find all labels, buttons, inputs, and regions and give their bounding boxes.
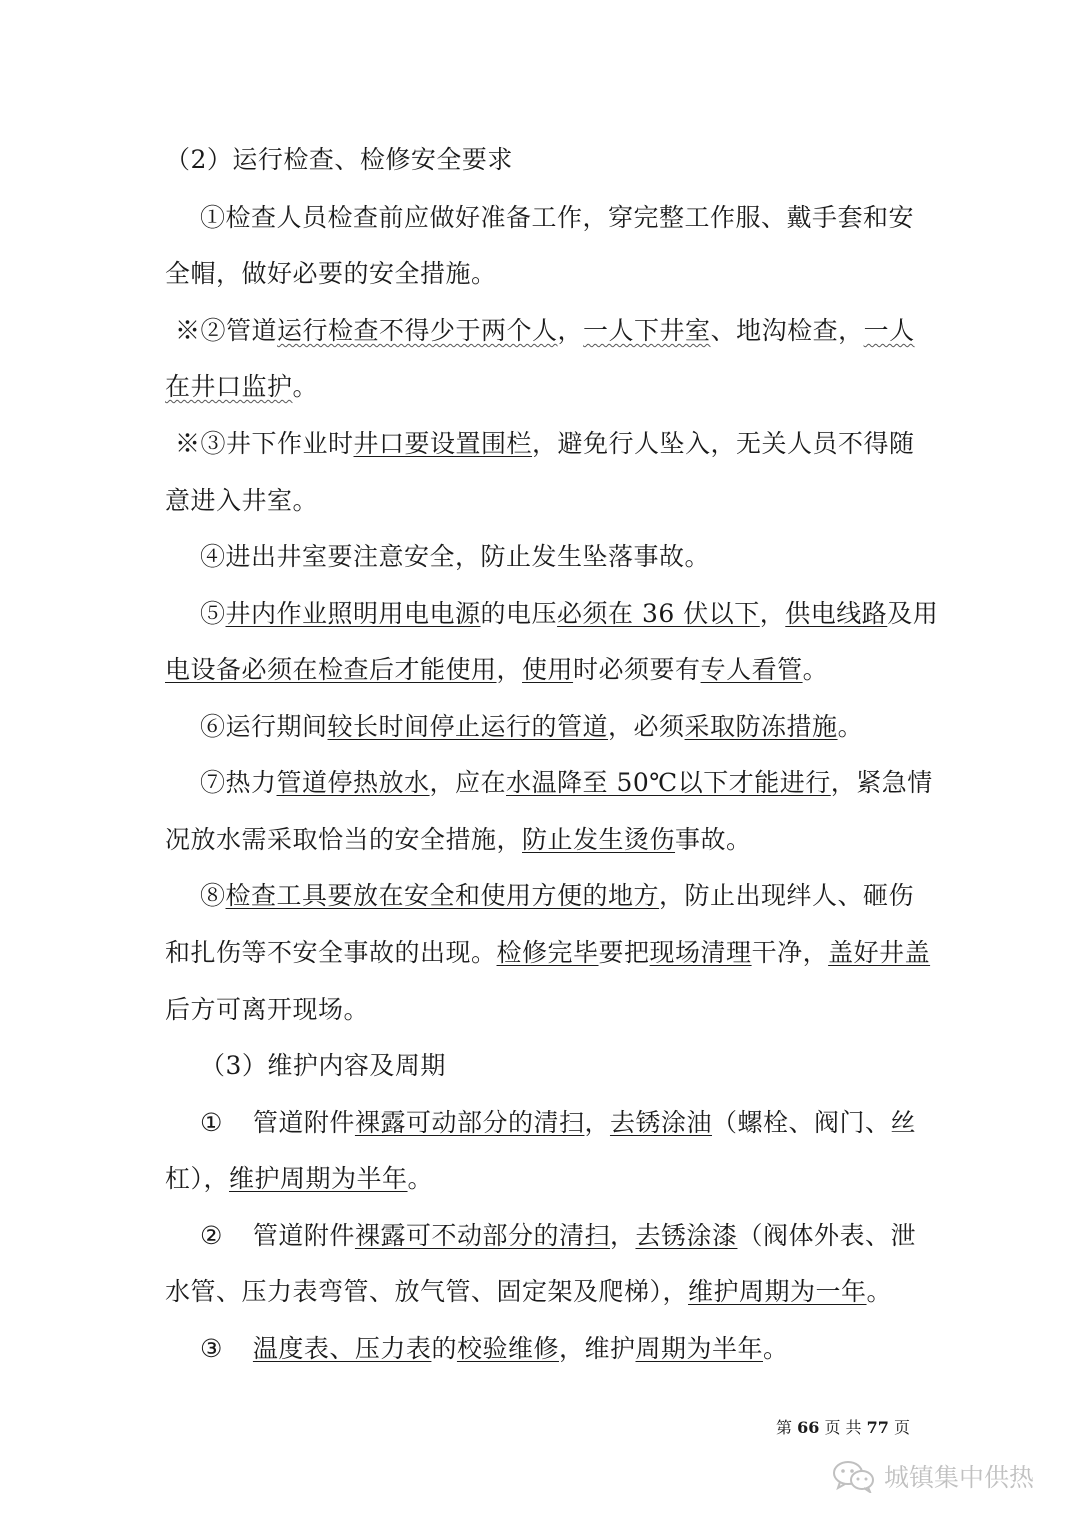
watermark bbox=[832, 1458, 1034, 1494]
underlined-text: 裸露可不动部分的清扫 bbox=[354, 1221, 610, 1250]
underlined-text: 井口要设置围栏 bbox=[353, 429, 533, 458]
section-heading-2: （2）运行检查、检修安全要求 bbox=[165, 145, 513, 174]
wavy-underlined-text: 运行检查不得少于两个人 bbox=[277, 316, 558, 345]
page-number-footer: 第 66 页 共 77 页 bbox=[776, 1418, 910, 1437]
underlined-text: 检查工具要放在安全和使用方便的地方 bbox=[225, 881, 660, 910]
item-1-line-1: ①检查人员检查前应做好准备工作，穿完整工作服、戴手套和安 bbox=[200, 203, 915, 232]
underlined-text: 温度表、压力表 bbox=[252, 1334, 432, 1363]
item-5-line-1: ⑤井内作业照明用电电源的电压必须在 36 伏以下，供电线路及用 bbox=[200, 599, 939, 628]
item-8-line-3: 后方可离开现场。 bbox=[165, 995, 370, 1024]
underlined-text: 校验维修 bbox=[456, 1334, 559, 1363]
underlined-text: 采取防冻措施 bbox=[684, 712, 838, 741]
underlined-text: 维护周期为一年 bbox=[688, 1277, 867, 1306]
underlined-text: 管道停热放水 bbox=[276, 768, 430, 797]
item-3-line-1: ※③井下作业时井口要设置围栏，避免行人坠入，无关人员不得随 bbox=[175, 429, 915, 458]
wechat-icon bbox=[832, 1459, 876, 1493]
wavy-underlined-text: 一人 bbox=[863, 316, 915, 345]
underlined-text: 维护周期为半年 bbox=[229, 1164, 408, 1193]
underlined-text: 电设备必须在检查后才能使用 bbox=[165, 655, 497, 684]
wavy-underlined-text: 在井口监护 bbox=[165, 372, 293, 401]
item-1-line-2: 全帽，做好必要的安全措施。 bbox=[165, 259, 497, 288]
item-6: ⑥运行期间较长时间停止运行的管道，必须采取防冻措施。 bbox=[200, 712, 864, 741]
item-4: ④进出井室要注意安全，防止发生坠落事故。 bbox=[200, 542, 711, 571]
underlined-text: 较长时间停止运行的管道 bbox=[327, 712, 609, 741]
item-8-line-1: ⑧检查工具要放在安全和使用方便的地方，防止出现绊人、砸伤 bbox=[200, 881, 915, 910]
watermark-text: 城镇集中供热 bbox=[884, 1463, 1035, 1492]
item-5-line-2: 电设备必须在检查后才能使用，使用时必须要有专人看管。 bbox=[165, 655, 829, 684]
underlined-text: 盖好井盖 bbox=[828, 938, 931, 967]
underlined-text: 必须在 36 伏以下 bbox=[557, 599, 760, 628]
item-3-line-2: 意进入井室。 bbox=[165, 486, 319, 515]
item-7-line-2: 况放水需采取恰当的安全措施，防止发生烫伤事故。 bbox=[165, 825, 752, 854]
item-7-line-1: ⑦热力管道停热放水，应在水温降至 50℃以下才能进行，紧急情 bbox=[200, 768, 933, 797]
item-2-line-2: 在井口监护。 bbox=[165, 372, 319, 401]
maintenance-2-line-2: 水管、压力表弯管、放气管、固定架及爬梯），维护周期为一年。 bbox=[165, 1277, 893, 1306]
underlined-text: 去锈涂油 bbox=[609, 1108, 712, 1137]
underlined-text: 去锈涂漆 bbox=[635, 1221, 738, 1250]
maintenance-1-line-1: ① 管道附件裸露可动部分的清扫，去锈涂油（螺栓、阀门、丝 bbox=[200, 1108, 916, 1137]
maintenance-2-line-1: ② 管道附件裸露可不动部分的清扫，去锈涂漆（阀体外表、泄 bbox=[200, 1221, 916, 1250]
underlined-text: 检修完毕 bbox=[496, 938, 599, 967]
underlined-text: 井内作业照明用电电源 bbox=[225, 599, 481, 628]
underlined-text: 使用 bbox=[522, 655, 574, 684]
wavy-underlined-text: 一人下井室 bbox=[583, 316, 711, 345]
maintenance-3: ③ 温度表、压力表的校验维修，维护周期为半年。 bbox=[200, 1334, 789, 1363]
underlined-text: 周期为半年 bbox=[635, 1334, 763, 1363]
underlined-text: 供电线路 bbox=[785, 599, 888, 628]
underlined-text: 防止发生烫伤 bbox=[522, 825, 676, 854]
underlined-text: 裸露可动部分的清扫 bbox=[354, 1108, 585, 1137]
item-8-line-2: 和扎伤等不安全事故的出现。检修完毕要把现场清理干净，盖好井盖 bbox=[165, 938, 931, 967]
maintenance-1-line-2: 杠），维护周期为半年。 bbox=[165, 1164, 434, 1193]
underlined-text: 水温降至 50℃以下才能进行 bbox=[506, 768, 831, 797]
underlined-text: 现场清理 bbox=[649, 938, 752, 967]
underlined-text: 专人看管 bbox=[700, 655, 803, 684]
item-2-line-1: ※②管道运行检查不得少于两个人，一人下井室、地沟检查，一人 bbox=[175, 316, 915, 345]
section-heading-3: （3）维护内容及周期 bbox=[200, 1051, 446, 1080]
